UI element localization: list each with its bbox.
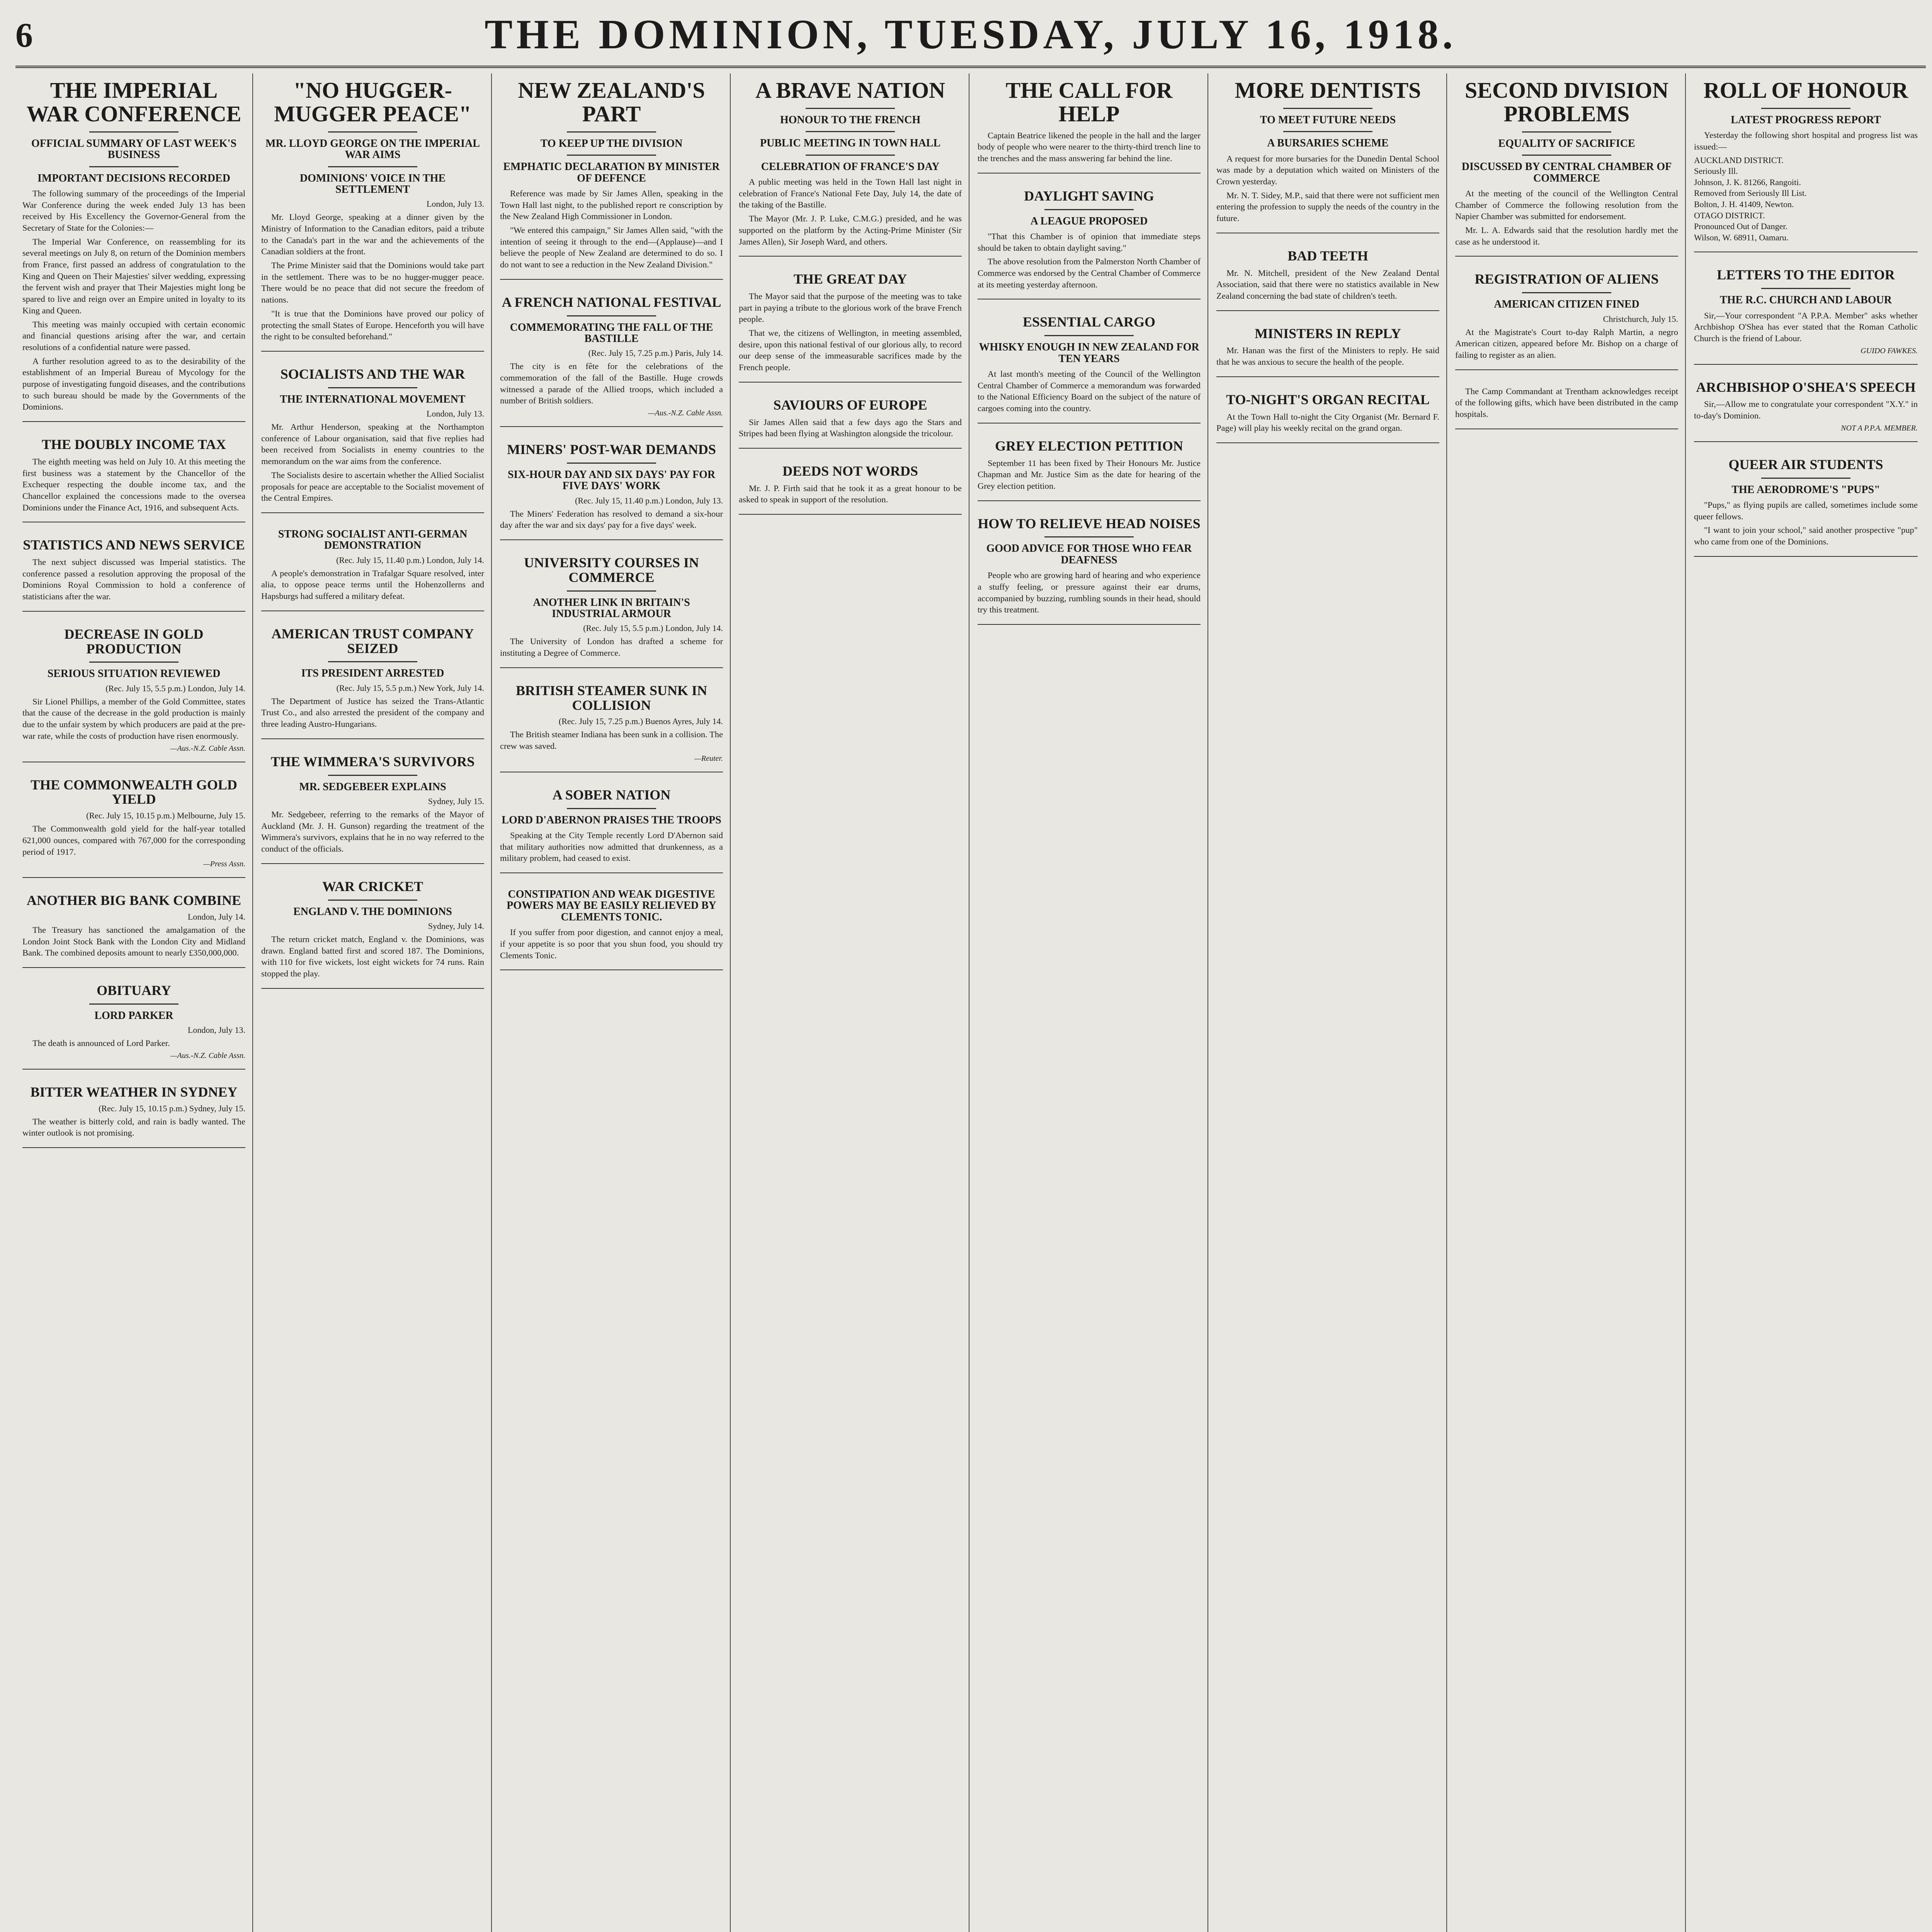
article-separator [1216,310,1439,311]
subheadline: MR. LLOYD GEORGE ON THE IMPERIAL WAR AIMS [265,137,480,161]
subheadline: TO MEET FUTURE NEEDS [1260,114,1396,126]
subheadline: CELEBRATION OF FRANCE'S DAY [761,160,940,173]
headline: BRITISH STEAMER SUNK IN COLLISION [515,682,707,713]
paragraph: The city is en fête for the celebrations of the commemoration of the fall of the Bastille. Huge crowds witnessed a parade of the Allied troops, which included a number of British soldiers. [500,361,723,406]
headline: DEEDS NOT WORDS [782,463,918,479]
paragraph: Yesterday the following short hospital and progress list was issued:— [1694,130,1918,151]
divider-rule [1044,536,1134,537]
divider-rule [567,315,656,316]
column-7 [1448,73,1686,1932]
paragraph: The eighth meeting was held on July 10. At this meeting the first business was a statement by the Chancellor of the Exchequer respecting the double income tax, and the Chancellor explained the concessions made to the oversea Dominions under the Finance Act, 1916, and subsequent Acts. [22,456,245,512]
headline: GREY ELECTION PETITION [995,438,1183,454]
subheadline: LATEST PROGRESS REPORT [1731,114,1881,126]
divider-rule [328,387,417,388]
article [22,437,245,522]
paragraph: "Pups," as flying pupils are called, sometimes include some queer fellows. [1694,500,1918,521]
dateline: (Rec. July 15, 10.15 p.m.) Sydney, July 15. [99,1103,245,1113]
headline: TO-NIGHT'S ORGAN RECITAL [1226,391,1430,407]
article-separator [22,1069,245,1070]
dateline: London, July 13. [187,1025,245,1035]
dateline: (Rec. July 15, 10.15 p.m.) Melbourne, July 15. [86,811,245,821]
article-separator [22,877,245,878]
headline: SAVIOURS OF EUROPE [773,397,927,413]
subheadline: ANOTHER LINK IN BRITAIN'S INDUSTRIAL ARMOUR [533,596,690,620]
paragraph: Mr. Hanan was the first of the Ministers to reply. He said that he was anxious to secure the health of the people. [1216,345,1439,367]
divider-rule [1522,131,1611,133]
article [1216,393,1439,443]
divider-rule [567,131,656,133]
article-separator [1694,441,1918,442]
subheadline: SERIOUS SITUATION REVIEWED [47,668,221,680]
paragraph: "We entered this campaign," Sir James Allen said, "with the intention of seeing it through to the end—(Applause)—and I believe the people of New Zealand are determined to do so. I do not want to see a reduction in the New Zealand Division." [500,225,723,270]
dateline: (Rec. July 15, 11.40 p.m.) London, July 14. [336,555,484,565]
subheadline: LORD D'ABERNON PRAISES THE TROOPS [502,814,721,826]
paragraph: That we, the citizens of Wellington, in meeting assembled, desire, upon this national festival of our glorious ally, to record our deep sense of the immeasurable sacrifices made by the French people. [739,328,962,372]
subheadline: THE INTERNATIONAL MOVEMENT [280,393,466,405]
paragraph: People who are growing hard of hearing and who experience a stuffy feeling, or pressure against their ear drums, accompanied by buzzing, rumbling sounds in their head, should try this treatment. [978,570,1201,615]
article-separator [1216,442,1439,443]
paragraph: If you suffer from poor digestion, and cannot enjoy a meal, if your appetite is so poor that you shun food, you should try Clements Tonic. [500,927,723,960]
article [1694,268,1918,364]
dateline: (Rec. July 15, 7.25 p.m.) Buenos Ayres, July 14. [558,716,723,726]
dateline: (Rec. July 15, 7.25 p.m.) Paris, July 14. [588,348,723,358]
headline: ARCHBISHOP O'SHEA'S SPEECH [1696,379,1916,395]
article [261,879,484,989]
paragraph: The Camp Commandant at Trentham acknowledges receipt of the following gifts, which have been distributed in the camp hospitals. [1455,386,1678,419]
article-separator [22,1147,245,1148]
article [739,464,962,515]
paragraph: The return cricket match, England v. the Dominions, was drawn. England batted first and scored 187. The Dominions, with 110 for five wickets, lost eight wickets for 74 runs. Rain stopped the play. [261,934,484,978]
article [261,755,484,864]
page-number: 6 [15,16,33,54]
paragraph: The death is announced of Lord Parker. [32,1038,170,1048]
article [500,889,723,970]
paragraph: Sir,—Your correspondent "A P.P.A. Member" asks whether Archbishop O'Shea has ever stated that the Roman Catholic Church is the friend of Labour. [1694,310,1918,343]
paragraph: Sir Lionel Phillips, a member of the Gold Committee, states that the cause of the decrease in the gold production is mainly due to the unfair system by which producers are paid at the pre-war rate, while the costs of production have risen enormously. [22,696,245,741]
divider-rule [567,590,656,592]
list-item: AUCKLAND DISTRICT. [1694,155,1784,165]
article-separator [22,421,245,422]
article [500,79,723,280]
dateline: London, July 13. [426,409,484,419]
paragraph: The Socialists desire to ascertain whether the Allied Socialist proposals for peace are acceptable to the Socialist movement of the Central Empires. [261,470,484,503]
article [1216,327,1439,377]
paragraph: Reference was made by Sir James Allen, speaking in the Town Hall last night, to the published report re conscription by the New Zealand High Commissioner in London. [500,188,723,221]
headline: THE WIMMERA'S SURVIVORS [270,753,475,769]
article [739,79,962,257]
newspaper-title: THE DOMINION, TUESDAY, JULY 16, 1918. [485,12,1457,58]
article [22,538,245,612]
subheadline: EQUALITY OF SACRIFICE [1498,137,1635,150]
paragraph: The weather is bitterly cold, and rain is badly wanted. The winter outlook is not promising. [22,1116,245,1138]
paragraph: A people's demonstration in Trafalgar Square resolved, inter alia, to oppose peace terms until the Hohenzollerns and Hapsburgs had suffered a military defeat. [261,568,484,601]
article [500,556,723,668]
article [261,529,484,611]
headline: HOW TO RELIEVE HEAD NOISES [978,515,1201,531]
paragraph: At the meeting of the council of the Wellington Central Chamber of Commerce the following resolution from the Napier Chamber was submitted for endorsement. [1455,188,1678,221]
subheadline: ITS PRESIDENT ARRESTED [301,667,444,680]
article-separator [1694,364,1918,365]
divider-rule [567,463,656,464]
dateline: (Rec. July 15, 11.40 p.m.) London, July 13. [575,495,723,505]
article-separator [500,279,723,280]
dateline: London, July 14. [187,912,245,922]
headline: REGISTRATION OF ALIENS [1475,271,1659,287]
subheadline: SIX-HOUR DAY AND SIX DAYS' PAY FOR FIVE DAYS' WORK [507,468,716,492]
credit: —Reuter. [694,754,723,763]
divider-rule [1522,292,1611,293]
divider-rule [1283,108,1372,109]
subheadline: PUBLIC MEETING IN TOWN HALL [760,137,941,150]
headline: DECREASE IN GOLD PRODUCTION [64,626,204,656]
headline: UNIVERSITY COURSES IN COMMERCE [524,555,699,585]
headline: QUEER AIR STUDENTS [1728,456,1883,472]
divider-rule [89,166,179,167]
article-separator [739,514,962,515]
article [22,778,245,878]
headline: A BRAVE NATION [755,78,945,103]
headline: NEW ZEALAND'S PART [518,78,705,126]
subheadline: OFFICIAL SUMMARY OF LAST WEEK'S BUSINESS [31,137,237,161]
article-separator [739,448,962,449]
article [22,893,245,968]
article [500,788,723,873]
divider-rule [328,131,417,133]
article [1694,380,1918,442]
article-separator [22,611,245,612]
column-6 [1209,73,1447,1932]
divider-rule [806,108,895,109]
divider-rule [1761,288,1851,289]
column-8 [1687,73,1925,1932]
headline: A SOBER NATION [552,787,671,803]
headline: BAD TEETH [1287,248,1368,264]
article [22,1085,245,1148]
headline: BITTER WEATHER IN SYDNEY [30,1084,238,1100]
article [978,439,1201,501]
article-separator [500,969,723,970]
paragraph: Mr. L. A. Edwards said that the resolution hardly met the case as he understood it. [1455,225,1678,247]
column-4 [732,73,969,1932]
headline: SECOND DIVISION PROBLEMS [1465,78,1668,126]
divider-rule [806,131,895,132]
article [1216,249,1439,311]
masthead [15,8,1926,68]
article [500,442,723,540]
article-separator [261,351,484,352]
headline: SOCIALISTS AND THE WAR [280,366,465,382]
paragraph: "That this Chamber is of opinion that immediate steps should be taken to obtain daylight saving." [978,231,1201,253]
dateline: (Rec. July 15, 5.5 p.m.) New York, July 14. [336,683,484,693]
divider-rule [328,166,417,167]
article-separator [500,872,723,873]
subheadline: WHISKY ENOUGH IN NEW ZEALAND FOR TEN YEARS [979,341,1199,365]
paragraph: Mr. J. P. Firth said that he took it as a great honour to be asked to speak in support of the resolution. [739,483,962,505]
article [261,627,484,739]
divider-rule [1761,108,1851,109]
paragraph: The Imperial War Conference, on reassembling for its several meetings on July 8, on return of the Dominion members from France, first passed an address of congratulation to the King and Queen on Their Majesties' silver wedding, expressing the fervent wish and prayer that Their Majesties might long be spared to live and reign over an Empire united in loyalty to its King and Queen. [22,236,245,315]
paragraph: September 11 has been fixed by Their Honours Mr. Justice Chapman and Mr. Justice Sim as the date for hearing of the Grey election petition. [978,458,1201,491]
paragraph: The Commonwealth gold yield for the half-year totalled 621,000 ounces, compared with 767,000 for the corresponding period of 1917. [22,824,245,857]
divider-rule [328,900,417,901]
headline: STATISTICS AND NEWS SERVICE [23,537,245,553]
article-separator [739,382,962,383]
paragraph: Mr. Arthur Henderson, speaking at the Northampton conference of Labour organisation, said that five replies had been received from Socialists in enemy countries to the memorandum on the war aims from the conference. [261,422,484,466]
subheadline: DISCUSSED BY CENTRAL CHAMBER OF COMMERCE [1461,161,1672,184]
headline: A FRENCH NATIONAL FESTIVAL [502,294,721,310]
paragraph: Speaking at the City Temple recently Lord D'Abernon said that military authorities now admitted that drunkenness, as a military problem, had ceased to exist. [500,830,723,863]
dateline: Sydney, July 15. [428,796,484,806]
dateline: London, July 13. [426,199,484,209]
article [22,983,245,1070]
paragraph: At the Town Hall to-night the City Organist (Mr. Bernard F. Page) will play his weekly recital on the grand organ. [1216,412,1439,433]
paragraph: The Prime Minister said that the Dominions would take part in the settlement. There was to be no hugger-mugger peace. There would be no peace that did not secure the freedom of nations. [261,260,484,305]
paragraph: This meeting was mainly occupied with certain economic and financial questions arising after the war, and certain resolutions of a confidential nature were passed. [22,319,245,352]
article [739,398,962,449]
headline: THE GREAT DAY [793,271,907,287]
paragraph: A further resolution agreed to as to the desirability of the establishment of an Imperial Bureau of Mycology for the purpose of investigating fungoid diseases, and the contributions to such bureau should be made by the Governments of the Dominions. [22,356,245,412]
list-item: Pronounced Out of Danger. [1694,221,1787,231]
dateline: (Rec. July 15, 5.5 p.m.) London, July 14. [105,683,245,693]
paragraph: Mr. Lloyd George, speaking at a dinner given by the Ministry of Information to the Canadian editors, paid a tribute to the Canada's part in the war and the achievements of the Canadian soldiers at the front. [261,212,484,257]
paragraph: Mr. Sedgebeer, referring to the remarks of the Mayor of Auckland (Mr. J. H. Gunson) regarding the treatment of the Wimmera's survivors, explains that he in no way referred to the conduct of the officials. [261,809,484,854]
article [1216,79,1439,233]
subheadline: MR. SEDGEBEER EXPLAINS [299,781,446,793]
subheadline: LORD PARKER [94,1009,173,1022]
paragraph: The University of London has drafted a scheme for instituting a Degree of Commerce. [500,636,723,658]
paragraph: The Miners' Federation has resolved to demand a six-hour day after the war and six days' pay for a five days' week. [500,509,723,530]
article [978,189,1201,300]
subheadline: DOMINIONS' VOICE IN THE SETTLEMENT [299,172,446,196]
paragraph: Mr. N. Mitchell, president of the New Zealand Dental Association, said that there were no statistics available in New Zealand concerning the bad state of children's teeth. [1216,268,1439,301]
list-item: Johnson, J. K. 81266, Rangoiti. [1694,177,1801,187]
article [500,684,723,772]
article-separator [500,539,723,540]
paragraph: The British steamer Indiana has been sunk in a collision. The crew was saved. [500,730,723,751]
article [261,79,484,352]
headline: MORE DENTISTS [1235,78,1421,103]
paragraph: The Treasury has sanctioned the amalgamation of the London Joint Stock Bank with the London City and Midland Bank. The combined deposits amount to nearly £350,000,000. [22,925,245,958]
headline: ESSENTIAL CARGO [1022,314,1156,330]
paragraph: Sir,—Allow me to congratulate your correspondent "X.Y." in to-day's Dominion. [1694,399,1918,421]
article-separator [1455,256,1678,257]
subheadline: A LEAGUE PROPOSED [1030,215,1148,227]
article [261,367,484,513]
headline: THE IMPERIAL WAR CONFERENCE [26,78,242,126]
divider-rule [567,808,656,809]
column-5 [971,73,1208,1932]
subheadline: THE AERODROME'S "PUPS" [1731,483,1880,496]
headline: THE CALL FOR HELP [1005,78,1173,126]
headline: DAYLIGHT SAVING [1024,188,1154,204]
column-2 [254,73,492,1932]
paragraph: The following summary of the proceedings of the Imperial War Conference during the week ended July 13 has been received by His Excellency the Governor-General from the Secretary of State for the Colonies:— [22,188,245,233]
credit: —Aus.-N.Z. Cable Assn. [648,409,723,418]
article-separator [22,967,245,968]
credit: —Aus.-N.Z. Cable Assn. [170,1051,245,1060]
article [978,315,1201,423]
divider-rule [1044,209,1134,210]
article [22,79,245,422]
article [1694,79,1918,252]
article-separator [978,624,1201,625]
article-separator [978,500,1201,501]
subheadline: THE R.C. CHURCH AND LABOUR [1720,294,1892,306]
subheadline: IMPORTANT DECISIONS RECORDED [37,172,230,184]
article-separator [739,256,962,257]
credit: —Press Assn. [203,860,245,869]
article [500,295,723,427]
paragraph: The Mayor said that the purpose of the meeting was to take part in paying a tribute to the glorious work of the brave French people. [739,291,962,324]
paragraph: The Department of Justice has seized the Trans-Atlantic Trust Co., and also arrested the president of the company and three leading Austro-Hungarians. [261,696,484,729]
article-separator [500,426,723,427]
subheadline: COMMEMORATING THE FALL OF THE BASTILLE [510,321,713,345]
paragraph: At last month's meeting of the Council of the Wellington Central Chamber of Commerce a memorandum was forwarded to the National Efficiency Board on the subject of the nature of cargoes coming into the country. [978,369,1201,413]
headline: THE DOUBLY INCOME TAX [41,437,226,452]
headline: STRONG SOCIALIST ANTI-GERMAN DEMONSTRATION [278,528,468,552]
article-separator [261,512,484,513]
article-separator [261,863,484,864]
divider-rule [1522,155,1611,156]
article [1455,386,1678,429]
headline: ROLL OF HONOUR [1703,78,1908,103]
paragraph: At the Magistrate's Court to-day Ralph Martin, a negro American citizen, appeared before Mr. Bishop on a charge of failing to register as an alien. [1455,327,1678,360]
headline: MINISTERS IN REPLY [1255,325,1401,341]
headline: LETTERS TO THE EDITOR [1717,267,1895,283]
subheadline: EMPHATIC DECLARATION BY MINISTER OF DEFENCE [503,161,720,184]
divider-rule [1044,335,1134,336]
article-separator [500,667,723,668]
credit: —Aus.-N.Z. Cable Assn. [170,744,245,753]
article [1455,272,1678,370]
subheadline: GOOD ADVICE FOR THOSE WHO FEAR DEAFNESS [986,543,1192,566]
article [1455,79,1678,257]
headline: "NO HUGGER-MUGGER PEACE" [274,78,471,126]
paragraph: "It is true that the Dominions have proved our policy of protecting the small States of Europe. Henceforth you will have the right to be consulted beforehand." [261,308,484,342]
divider-rule [806,155,895,156]
list-item: Seriously Ill. [1694,166,1738,176]
divider-rule [567,155,656,156]
headline: MINERS' POST-WAR DEMANDS [507,442,716,457]
divider-rule [89,1003,179,1005]
article-separator [261,988,484,989]
list-item: Wilson, W. 68911, Oamaru. [1694,232,1789,242]
article-separator [261,738,484,739]
divider-rule [89,662,179,663]
headline: ANOTHER BIG BANK COMBINE [26,893,242,908]
credit: NOT A P.P.A. MEMBER. [1841,423,1918,432]
headline: OBITUARY [97,983,171,998]
article [978,79,1201,173]
dateline: Christchurch, July 15. [1603,314,1678,324]
paragraph: Sir James Allen said that a few days ago the Stars and Stripes had been flying at Washington alongside the tricolour. [739,417,962,439]
divider-rule [89,131,179,133]
divider-rule [1283,131,1372,132]
divider-rule [328,775,417,776]
subheadline: HONOUR TO THE FRENCH [780,114,921,126]
paragraph: The Mayor (Mr. J. P. Luke, C.M.G.) presided, and he was supported on the platform by the Acting-Prime Minister (Sir James Allen), Sir Joseph Ward, and others. [739,214,962,247]
dateline: (Rec. July 15, 5.5 p.m.) London, July 14. [583,623,723,633]
paragraph: Mr. N. T. Sidey, M.P., said that there were not sufficient men entering the profession to supply the needs of the country in the future. [1216,190,1439,223]
subheadline: TO KEEP UP THE DIVISION [540,137,683,150]
column-3 [493,73,731,1932]
article-separator [1216,376,1439,377]
list-item: Bolton, J. H. 41409, Newton. [1694,199,1794,209]
headline: WAR CRICKET [322,878,423,894]
paragraph: A public meeting was held in the Town Hall last night in celebration of France's National Fete Day, July 14, the date of the taking of the Bastille. [739,177,962,210]
article-separator [1694,556,1918,557]
headline: THE COMMONWEALTH GOLD YIELD [31,777,237,807]
divider-rule [328,661,417,662]
subheadline: ENGLAND V. THE DOMINIONS [293,905,452,918]
article [1694,457,1918,557]
paragraph: A request for more bursaries for the Dunedin Dental School was made by a deputation which waited on Ministers of the Crown yesterday. [1216,153,1439,187]
dateline: Sydney, July 14. [428,921,484,931]
paragraph: Captain Beatrice likened the people in the hall and the larger body of people who were nearer to the thirty-third trench line to the trenches and the mass answering far behind the line. [978,130,1201,163]
article [22,627,245,762]
paragraph: "I want to join your school," said another prospective "pup" who came from one of the Dominions. [1694,525,1918,547]
article [978,517,1201,625]
list-item: Removed from Seriously Ill List. [1694,188,1807,198]
columns [15,73,1926,1932]
subheadline: A BURSARIES SCHEME [1267,137,1389,150]
paragraph: The above resolution from the Palmerston North Chamber of Commerce was endorsed by the Central Chamber of Commerce at its meeting yesterday afternoon. [978,257,1201,289]
divider-rule [1761,478,1851,479]
headline: AMERICAN TRUST COMPANY SEIZED [271,626,474,656]
article [739,272,962,383]
credit: GUIDO FAWKES. [1861,346,1918,355]
list-item: OTAGO DISTRICT. [1694,210,1765,220]
article-separator [1455,369,1678,370]
paragraph: The next subject discussed was Imperial statistics. The conference passed a resolution approving the proposal of the Dominions Royal Commission to hold a conference of statisticians after the war. [22,557,245,602]
headline: CONSTIPATION AND WEAK DIGESTIVE POWERS MAY BE EASILY RELIEVED BY CLEMENTS TONIC. [507,888,716,923]
subheadline: AMERICAN CITIZEN FINED [1494,298,1639,311]
column-1 [15,73,253,1932]
